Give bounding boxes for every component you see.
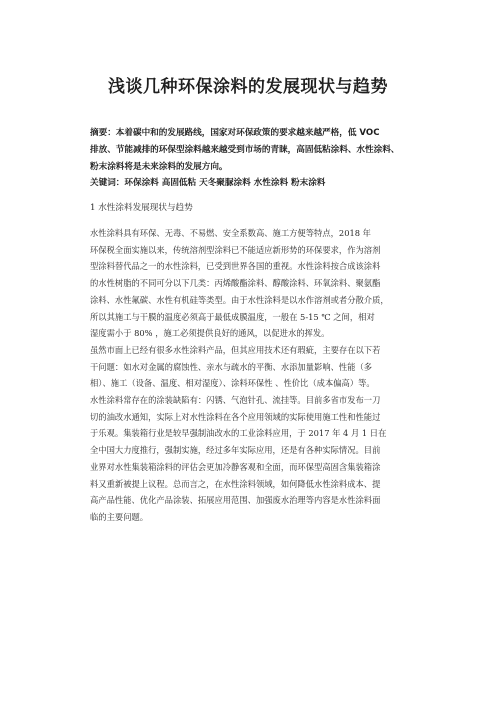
abstract <box>90 125 412 176</box>
body-line: 的水性树脂的不同可分以下几类：丙烯酸酯涂料、醇酸涂料、环氧涂料、聚氨酯 <box>90 278 381 289</box>
body-line: 所以其施工与干膜的温度必须高于最低成膜温度，一般在 5-15 ℃ 之间，相对 <box>90 311 375 322</box>
body-line: 水性涂料常存在的涂装缺陷有：闪锈、气泡针孔、流挂等。目前多省市发布一刀 <box>90 395 381 406</box>
body-line: 环保税全面实施以来，传统溶剂型涂料已不能适应新形势的环保要求，作为溶剂 <box>90 244 381 255</box>
body-line: 干问题：如水对金属的腐蚀性、亲水与疏水的平衡、水添加量影响、性能（多 <box>90 361 373 372</box>
body-line: 切的油改水通知，实际上对水性涂料在各个应用领域的实际使用施工性和性能过 <box>90 411 381 422</box>
abstract-line: 排放、节能减排的环保型涂料越来越受到市场的青睐，高固低粘涂料、水性涂料、 <box>90 145 400 155</box>
document-title: 浅谈几种环保涂料的发展现状与趋势 <box>108 77 388 97</box>
body-line: 临的主要问题。 <box>90 511 149 522</box>
body-line: 相）、施工（设备、温度、相对湿度）、涂料环保性 、性价比（成本偏高）等。 <box>90 378 375 389</box>
body-line: 涂料、水性氟碳、水性有机硅等类型。由于水性涂料是以水作溶剂或者分散介质， <box>90 294 389 305</box>
body-text <box>90 225 420 526</box>
section-heading: 1 水性涂料发展现状与趋势 <box>90 203 193 213</box>
body-line: 湿度需小于 80% ，施工必须提供良好的通风，以促进水的挥发。 <box>90 328 330 339</box>
abstract-line: 摘要：本着碳中和的发展路线，国家对环保政策的要求越来越严格，低 VOC <box>90 128 380 138</box>
body-line: 料又重新被提上议程。总而言之，在水性涂料领域，如何降低水性涂料成本、提 <box>90 478 381 489</box>
body-line: 水性涂料具有环保、无毒、不易燃、安全系数高、施工方便等特点，2018 年 <box>90 228 371 238</box>
body-line: 于乐观。集装箱行业是较早强制油改水的工业涂料应用，于 2017 年 4 月 1 日在 <box>90 428 387 439</box>
body-line: 虽然市面上已经有很多水性涂料产品，但其应用技术还有瑕疵，主要存在以下若 <box>90 344 381 355</box>
keywords: 关键词：环保涂料 高固低粘 天冬聚脲涂料 水性涂料 粉末涂料 <box>90 178 326 188</box>
body-line: 全中国大力度推行，强制实施，经过多年实际应用，还是有各种实际情况。目前 <box>90 445 381 456</box>
body-line: 型涂料替代品之一的水性涂料，已受到世界各国的重视。水性涂料按合成该涂料 <box>90 261 381 272</box>
body-line: 高产品性能、优化产品涂装、拓展应用范围、加强废水治理等内容是水性涂料面 <box>90 495 381 506</box>
abstract-line: 粉末涂料将是未来涂料的发展方向。 <box>90 162 228 172</box>
body-line: 业界对水性集装箱涂料的评估会更加冷静客观和全面，而环保型高固含集装箱涂 <box>90 461 381 472</box>
